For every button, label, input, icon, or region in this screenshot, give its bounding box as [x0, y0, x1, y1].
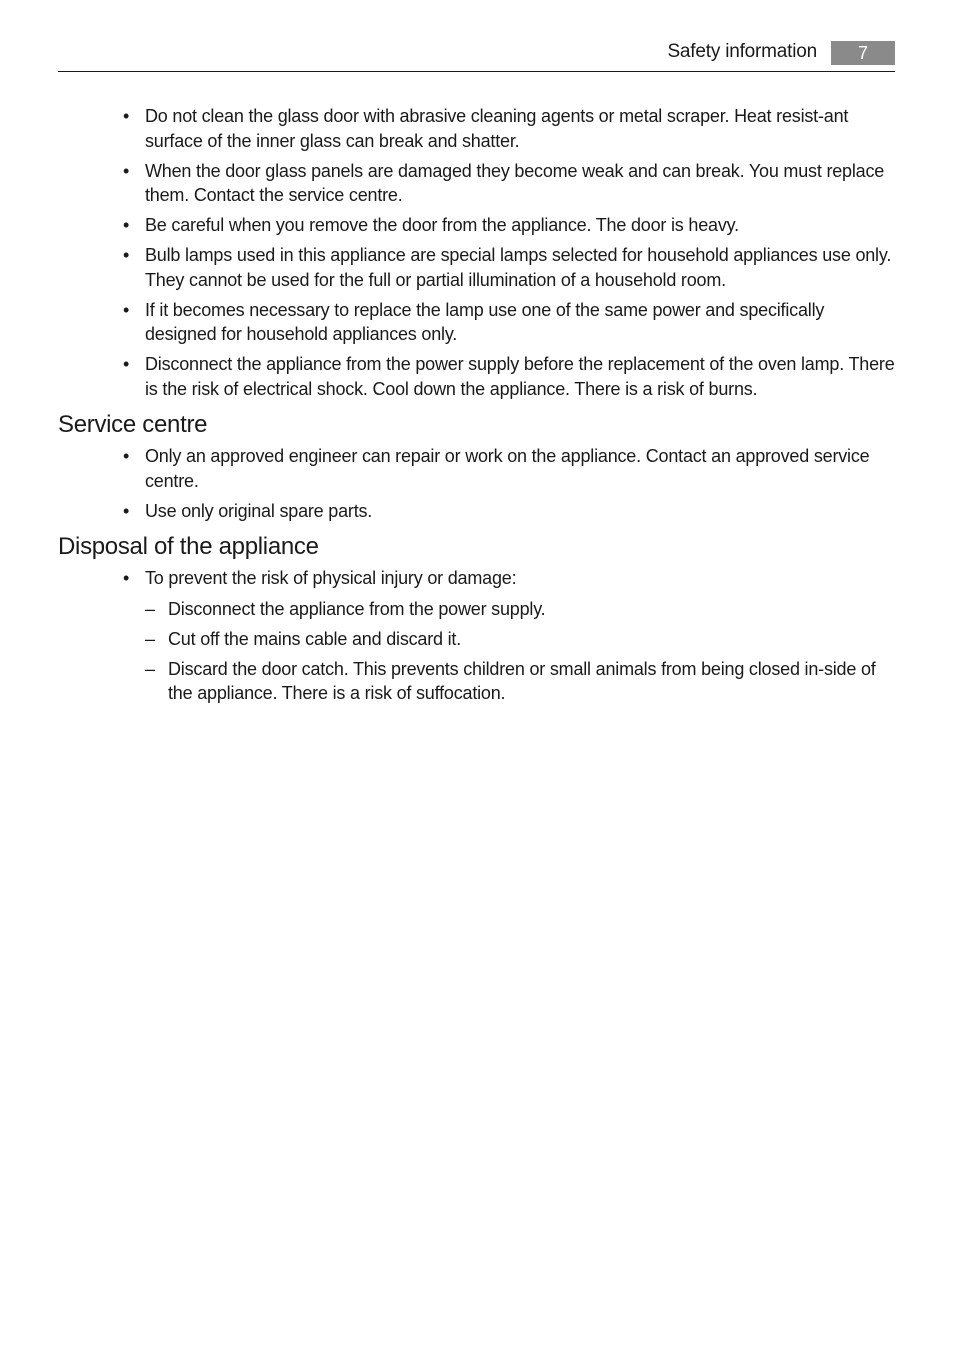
bullet-icon: •: [123, 299, 130, 320]
bullet-icon: •: [123, 215, 130, 235]
list-item: • Bulb lamps used in this appliance are special lamps selected for household appliances use only. They cannot be used for the full or partial illumination of a household room.: [123, 245, 892, 290]
bullet-icon: •: [123, 160, 130, 181]
page-content: [58, 104, 895, 711]
list-item: • Disconnect the appliance from the power supply before the replacement of the oven lamp. There is the risk of electrical shock. Cool down the appliance. There is a risk of burns.: [123, 354, 895, 399]
bullet-icon: •: [123, 500, 130, 521]
bullet-icon: •: [123, 354, 130, 374]
safety-bullet-list: [58, 104, 895, 401]
disposal-steps-list: [145, 597, 895, 706]
bullet-icon: •: [123, 446, 130, 466]
list-item: • Use only original spare parts.: [145, 499, 895, 524]
disposal-bullet-list: [58, 566, 895, 706]
page-number: 7: [831, 41, 895, 65]
bullet-icon: •: [123, 245, 130, 265]
service-centre-heading: Service centre: [58, 411, 208, 438]
bullet-icon: •: [123, 568, 130, 588]
section-title: Safety information: [667, 41, 817, 62]
list-item: – Cut off the mains cable and discard it.: [168, 627, 895, 652]
list-item: • If it becomes necessary to replace the lamp use one of the same power and specifically designed for household appliances only.: [123, 299, 825, 344]
list-item: • To prevent the risk of physical injury or damage: – Disconnect the appliance from the power supply. – Cut off the mains cable and discard it. – Discard the door catch. This prevents children or small animals from being closed in-side of the appliance. There is a risk of suffocation.: [145, 566, 895, 706]
disposal-heading: Disposal of the appliance: [58, 533, 319, 560]
dash-icon: –: [145, 628, 155, 649]
dash-icon: –: [145, 658, 155, 679]
page-header: [58, 38, 895, 72]
service-bullet-list: [58, 444, 895, 523]
list-item: – Disconnect the appliance from the power supply.: [168, 597, 895, 622]
dash-icon: –: [145, 598, 155, 619]
bullet-icon: •: [123, 106, 130, 126]
list-item: • Do not clean the glass door with abrasive cleaning agents or metal scraper. Heat resist-ant surface of the inner glass can break and shatter.: [123, 106, 849, 151]
list-item: – Discard the door catch. This prevents children or small animals from being closed in-side of the appliance. There is a risk of suffocation.: [145, 658, 876, 703]
list-item: • Be careful when you remove the door from the appliance. The door is heavy.: [145, 213, 895, 238]
list-item: • Only an approved engineer can repair or work on the appliance. Contact an approved service centre.: [123, 446, 870, 491]
list-item: • When the door glass panels are damaged they become weak and can break. You must replace them. Contact the service centre.: [123, 160, 885, 205]
